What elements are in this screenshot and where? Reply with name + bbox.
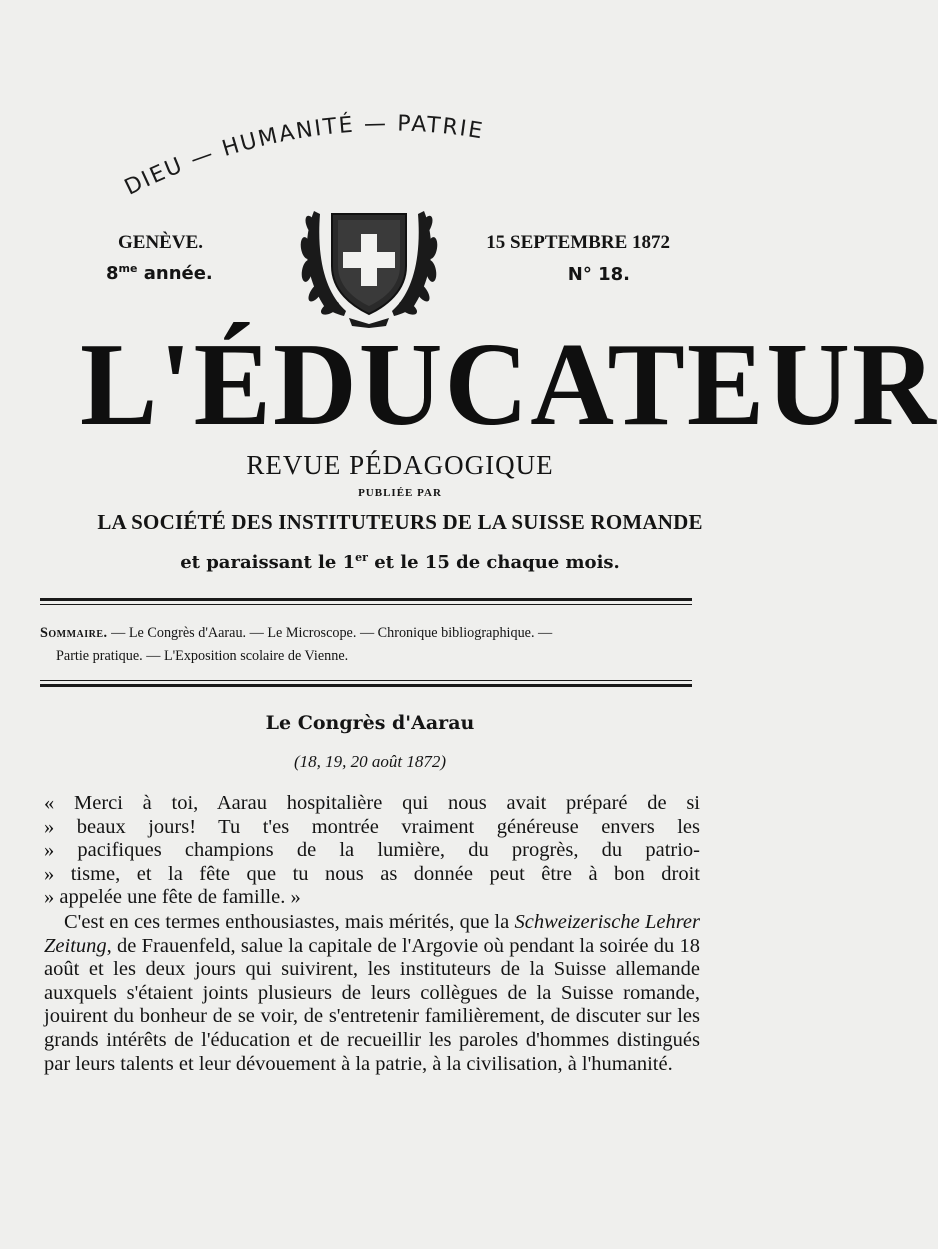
quote-line: » appelée une fête de famille. » [44,886,301,909]
article-title: Le Congrès d'Aarau [265,712,475,734]
published-by: PUBLIÉE PAR [358,487,442,499]
issue-number: N° 18. [567,264,630,285]
header-left [106,232,213,284]
quote-line: » pacifiques champions de la lumière, du progrès, du patrio- [44,839,700,862]
swiss-shield-emblem-icon [294,196,444,328]
article-paragraph: C'est en ces termes enthousiastes, mais mérités, que la Schweizerische Lehrer Zeitung, de Frauenfeld, salue la capitale de l'Argovie où pendant la soirée du 18 août et les deux jours qui suivirent, les instituteurs de la Suisse allemande auxquels s'étaient joints plusieurs de leurs collègues de la Suisse romande, jouirent du bonheur de se voir, de s'entretenir familièrement, de discuter sur les grands intérêts de l'éducation et de recueillir les paroles d'hommes distingués par leurs talents et leur dévouement à la patrie, à la civilisation, à l'humanité. [44,911,700,1075]
quote-line: » beaux jours! Tu t'es montrée vraiment généreuse envers les [44,815,700,838]
divider [40,604,692,605]
journal-name: Schweizerische Lehrer Zeitung [44,911,700,957]
motto-text: DIEU — HUMANITÉ — PATRIE [120,111,486,201]
society-name: LA SOCIÉTÉ DES INSTITUTEURS DE LA SUISSE ROMANDE [97,510,703,534]
motto-arc [100,85,620,205]
divider [40,684,692,687]
divider [40,598,692,601]
sommaire-line-1: — Le Congrès d'Aarau. — Le Microscope. — Chronique bibliographique. — [107,625,553,641]
issue-date: 15 SEPTEMBRE 1872 [486,232,670,253]
year: $8^{me}$ année. [106,262,213,284]
sommaire-label: Sommaire. [40,625,108,641]
publication-frequency: et paraissant le 1er et le 15 de chaque mois. [180,551,620,573]
header-right [486,232,670,285]
article-dates: (18, 19, 20 août 1872) [293,752,447,771]
table-of-contents [40,622,700,668]
sommaire-line-2: Partie pratique. — L'Exposition scolaire de Vienne. [56,648,349,664]
quote-line: « Merci à toi, Aarau hospitalière qui nous avait préparé de si [44,792,700,814]
article-quote [44,792,700,910]
divider [40,680,692,681]
quote-line: » tisme, et la fête que tu nous as donnée peut être à bon droit [44,862,700,885]
subtitle: REVUE PÉDAGOGIQUE [246,450,554,480]
city: GENÈVE. [118,232,203,253]
masthead-title: L'ÉDUCATEUR [80,319,938,451]
